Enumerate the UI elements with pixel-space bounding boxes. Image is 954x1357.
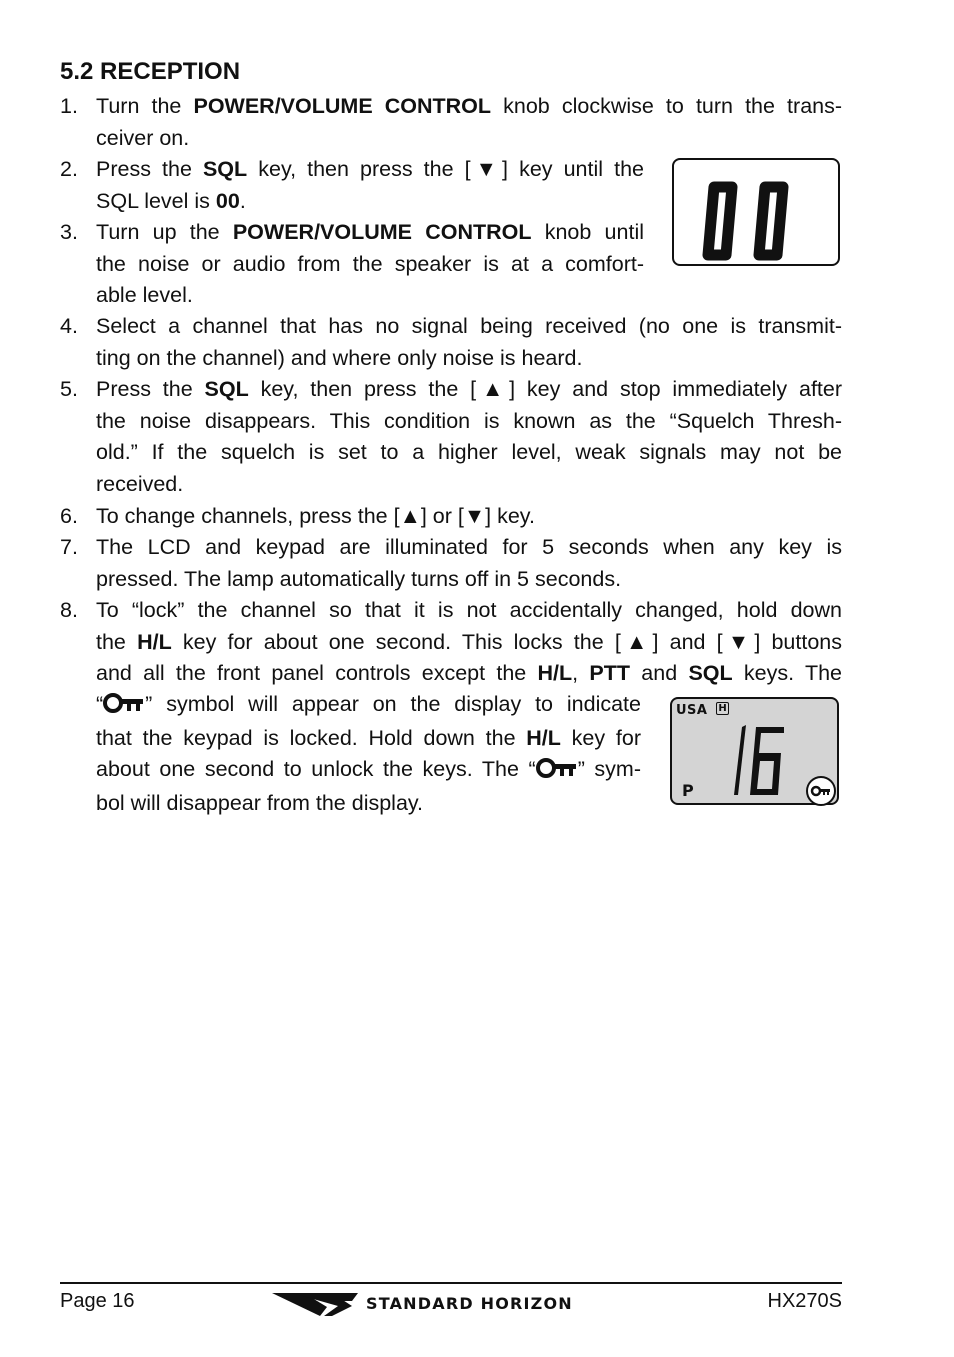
step-3-number: 3. <box>60 220 78 244</box>
step-4-number: 4. <box>60 314 78 338</box>
brand-name: STANDARD HORIZON <box>366 1294 573 1313</box>
step-4: Select a channel that has no signal being received (no one is transmit- ting on the channel) and where only noise is heard. <box>96 314 842 370</box>
key-lock-icon <box>103 691 145 723</box>
step-8-continued: “ ” symbol will appear on the display to indicate that the keypad is locked. Hold down the H/L key for about one second to unlock the keys. The “ ” sym- bol will disappear from the display. <box>96 692 642 815</box>
lcd-power-indicator: H <box>716 702 729 715</box>
brand-logo-icon <box>272 1290 362 1323</box>
key-lock-icon <box>808 778 834 804</box>
step-8: To “lock” the channel so that it is not accidentally changed, hold down the H/L key for about one second. This locks the [▲] and [▼] buttons and all the front panel controls except the H/L, PTT and SQL keys. The <box>96 598 843 685</box>
step-2-number: 2. <box>60 157 78 181</box>
lcd-squelch-digits <box>674 160 838 264</box>
step-8-number: 8. <box>60 598 78 622</box>
step-6: To change channels, press the [▲] or [▼] key. <box>96 504 535 528</box>
step-5: Press the SQL key, then press the [▲] key and stop immediately after the noise disappears. This condition is known as the “Squelch Thresh- old.” If the squelch is set to a higher level, weak signals may not be received. <box>96 377 843 496</box>
lcd-region: USA <box>676 703 708 718</box>
lcd-channel-display <box>670 697 839 805</box>
page-number: Page 16 <box>60 1290 135 1312</box>
step-7: The LCD and keypad are illuminated for 5 seconds when any key is pressed. The lamp automatically turns off in 5 seconds. <box>96 535 842 591</box>
key-lock-badge <box>806 776 836 806</box>
model-name: HX270S <box>767 1290 842 1312</box>
step-7-number: 7. <box>60 535 78 559</box>
lcd-squelch-display <box>672 158 840 266</box>
lcd-priority: P <box>682 781 694 800</box>
footer-rule <box>60 1282 842 1284</box>
step-2: Press the SQL key, then press the [▼] key until the SQL level is 00. <box>96 157 644 213</box>
step-6-number: 6. <box>60 504 78 528</box>
step-1-number: 1. <box>60 94 78 118</box>
key-lock-icon <box>536 756 578 788</box>
step-5-number: 5. <box>60 377 78 401</box>
step-3: Turn up the POWER/VOLUME CONTROL knob until the noise or audio from the speaker is at a comfort- able level. <box>96 220 644 307</box>
section-title: 5.2 RECEPTION <box>60 58 241 85</box>
step-1: Turn the POWER/VOLUME CONTROL knob clockwise to turn the trans- ceiver on. <box>96 94 843 150</box>
